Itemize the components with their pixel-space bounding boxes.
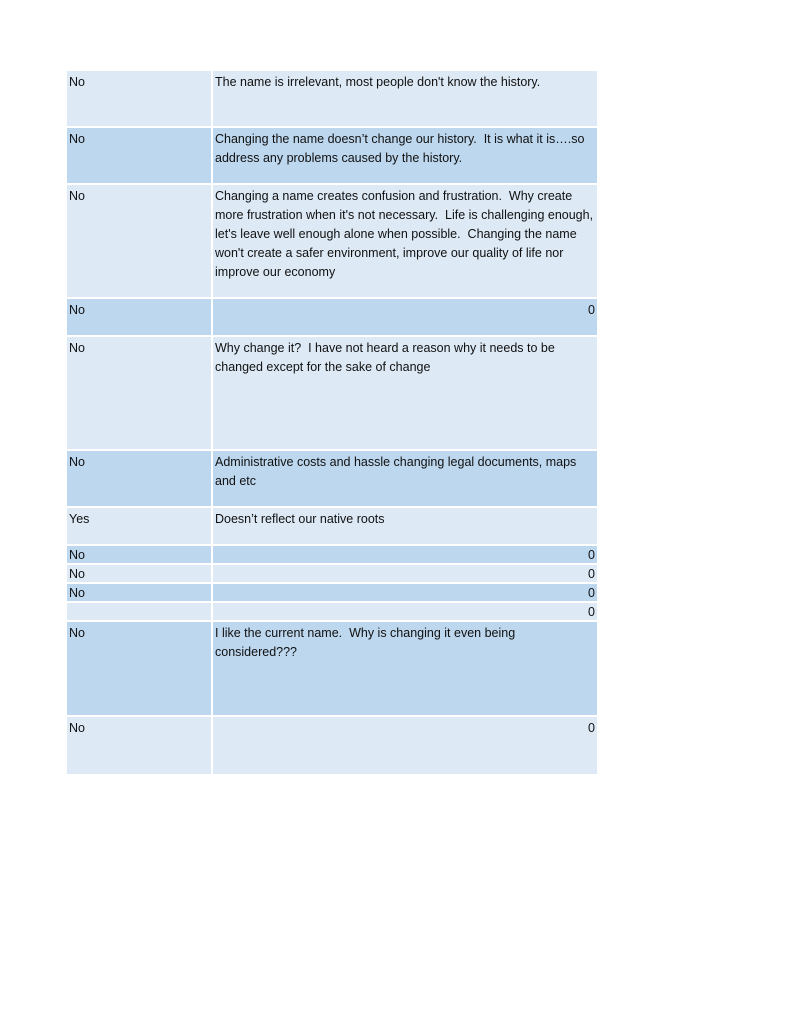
table-row (67, 128, 597, 185)
table-row (67, 451, 597, 508)
answer-cell: Yes (67, 508, 213, 544)
table-row (67, 717, 597, 774)
table-row (67, 299, 597, 337)
answer-cell: No (67, 451, 213, 506)
answer-cell: No (67, 546, 213, 563)
comment-cell: 0 (213, 717, 597, 774)
comment-cell: 0 (213, 299, 597, 335)
comment-cell: Doesn’t reflect our native roots (213, 508, 597, 544)
comment-cell: 0 (213, 546, 597, 563)
answer-cell: No (67, 584, 213, 601)
comment-cell: I like the current name. Why is changing it even being considered??? (213, 622, 597, 715)
answer-cell: No (67, 565, 213, 582)
answer-cell (67, 603, 213, 620)
answer-cell: No (67, 717, 213, 774)
comment-cell: Changing the name doesn’t change our history. It is what it is….so address any problems caused by the history. (213, 128, 597, 183)
table-row (67, 603, 597, 622)
table-row (67, 71, 597, 128)
answer-cell: No (67, 622, 213, 715)
comment-cell: Changing a name creates confusion and frustration. Why create more frustration when it's not necessary. Life is challenging enough, let's leave well enough alone when possible. Changing the name won't create a safer environment, improve our quality of life nor improve our economy (213, 185, 597, 297)
comment-cell: 0 (213, 603, 597, 620)
survey-response-table (67, 71, 597, 774)
table-row (67, 546, 597, 565)
answer-cell: No (67, 71, 213, 126)
answer-cell: No (67, 185, 213, 297)
table-row (67, 185, 597, 299)
table-row (67, 565, 597, 584)
table-row (67, 584, 597, 603)
answer-cell: No (67, 128, 213, 183)
table-row (67, 337, 597, 451)
table-row (67, 508, 597, 546)
answer-cell: No (67, 337, 213, 449)
comment-cell: Why change it? I have not heard a reason why it needs to be changed except for the sake of change (213, 337, 597, 449)
answer-cell: No (67, 299, 213, 335)
table-row (67, 622, 597, 717)
comment-cell: Administrative costs and hassle changing legal documents, maps and etc (213, 451, 597, 506)
comment-cell: 0 (213, 565, 597, 582)
comment-cell: 0 (213, 584, 597, 601)
comment-cell: The name is irrelevant, most people don't know the history. (213, 71, 597, 126)
